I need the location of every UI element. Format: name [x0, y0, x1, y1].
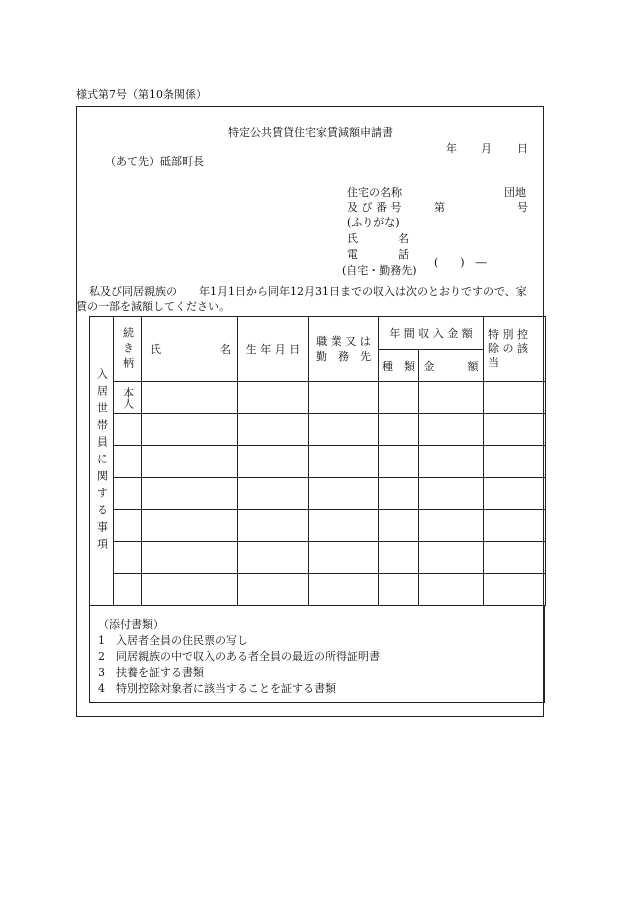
- kind-cell[interactable]: [379, 478, 419, 510]
- household-table: [89, 316, 546, 606]
- document-title: 特定公共賃貸住宅家賃減額申請書: [228, 126, 393, 139]
- date-day: 日: [517, 142, 528, 155]
- birth-cell[interactable]: [238, 414, 309, 446]
- amount-cell[interactable]: [419, 510, 484, 542]
- statement-line-2: 賃の一部を減額してください。: [76, 300, 230, 313]
- relation-cell[interactable]: [114, 414, 142, 446]
- birth-cell[interactable]: [238, 510, 309, 542]
- job-cell[interactable]: [309, 574, 379, 606]
- name-label-second: 名: [398, 232, 409, 245]
- birth-cell[interactable]: [238, 382, 309, 414]
- number-label: 及 び 番 号: [347, 201, 402, 214]
- date-month: 月: [481, 142, 492, 155]
- name-header-first: 氏: [150, 343, 161, 356]
- special-deduction-header: 特 別 控 除 の 該 当: [484, 317, 546, 382]
- special-cell[interactable]: [484, 414, 546, 446]
- date-year: 年: [446, 142, 457, 155]
- amount-cell[interactable]: [419, 414, 484, 446]
- job-cell[interactable]: [309, 542, 379, 574]
- name-header-second: 名: [220, 343, 231, 356]
- job-cell[interactable]: [309, 446, 379, 478]
- job-cell[interactable]: [309, 414, 379, 446]
- furigana-label: (ふりがな): [347, 216, 400, 229]
- job-cell[interactable]: [309, 382, 379, 414]
- job-cell[interactable]: [309, 510, 379, 542]
- amount-cell[interactable]: [419, 382, 484, 414]
- phone-format: ( ) ―: [434, 256, 487, 269]
- table-row: [90, 574, 546, 606]
- birth-cell[interactable]: [238, 574, 309, 606]
- name-cell[interactable]: [142, 478, 238, 510]
- name-cell[interactable]: [142, 510, 238, 542]
- side-header-cell: [90, 317, 114, 606]
- amount-header: 金 額: [419, 350, 484, 382]
- name-cell[interactable]: [142, 382, 238, 414]
- table-row: [90, 414, 546, 446]
- table-row: [90, 446, 546, 478]
- kind-cell[interactable]: [379, 510, 419, 542]
- attachments-heading: （添付書類）: [98, 618, 164, 631]
- birth-cell[interactable]: [238, 542, 309, 574]
- form-label: 様式第7号（第10条関係）: [76, 88, 207, 101]
- special-cell[interactable]: [484, 510, 546, 542]
- housing-name-suffix: 団地: [504, 186, 526, 199]
- job-cell[interactable]: [309, 478, 379, 510]
- number-prefix: 第: [434, 201, 445, 214]
- special-cell[interactable]: [484, 542, 546, 574]
- amount-cell[interactable]: [419, 446, 484, 478]
- relation-cell[interactable]: [114, 382, 142, 414]
- relation-cell[interactable]: [114, 510, 142, 542]
- attachment-item: 1 入居者全員の住民票の写し: [98, 634, 248, 647]
- table-row: [90, 478, 546, 510]
- first-row-relation: 本人: [121, 386, 135, 409]
- table-row: [90, 510, 546, 542]
- relation-cell[interactable]: [114, 478, 142, 510]
- attachment-item: 3 扶養を証する書類: [98, 666, 204, 679]
- relation-cell[interactable]: [114, 446, 142, 478]
- kind-cell[interactable]: [379, 414, 419, 446]
- attachments-box: [89, 606, 545, 703]
- kind-cell[interactable]: [379, 382, 419, 414]
- kind-cell[interactable]: [379, 446, 419, 478]
- amount-cell[interactable]: [419, 542, 484, 574]
- table-row: [90, 542, 546, 574]
- kind-cell[interactable]: [379, 542, 419, 574]
- birth-header: 生 年 月 日: [238, 317, 309, 382]
- relation-cell[interactable]: [114, 542, 142, 574]
- amount-cell[interactable]: [419, 574, 484, 606]
- table-row: [90, 382, 546, 414]
- side-header: 入居世帯員に関する事項: [95, 367, 109, 555]
- name-cell[interactable]: [142, 446, 238, 478]
- relation-header-cell: [114, 317, 142, 382]
- name-header-cell: [142, 317, 238, 382]
- name-cell[interactable]: [142, 414, 238, 446]
- name-cell[interactable]: [142, 542, 238, 574]
- income-header: 年 間 収 入 金 額: [379, 317, 484, 350]
- name-label-first: 氏: [347, 232, 358, 245]
- birth-cell[interactable]: [238, 446, 309, 478]
- special-cell[interactable]: [484, 382, 546, 414]
- relation-header: 続き柄: [121, 326, 135, 372]
- special-cell[interactable]: [484, 574, 546, 606]
- name-cell[interactable]: [142, 574, 238, 606]
- special-cell[interactable]: [484, 478, 546, 510]
- attachment-item: 4 特別控除対象者に該当することを証する書類: [98, 682, 336, 695]
- phone-label-second: 話: [398, 248, 409, 261]
- phone-note: (自宅・勤務先): [342, 264, 417, 277]
- birth-cell[interactable]: [238, 478, 309, 510]
- kind-cell[interactable]: [379, 574, 419, 606]
- phone-label-first: 電: [347, 248, 358, 261]
- job-header: 職 業 又 は 勤 務 先: [309, 317, 379, 382]
- special-cell[interactable]: [484, 446, 546, 478]
- statement-line-1: 私及び同居親族の 年1月1日から同年12月31日までの収入は次のとおりですので、家: [89, 285, 527, 298]
- number-suffix: 号: [517, 201, 528, 214]
- kind-header: 種 類: [379, 350, 419, 382]
- addressee: （あて先）砥部町長: [105, 155, 204, 168]
- attachment-item: 2 同居親族の中で収入のある者全員の最近の所得証明書: [98, 650, 380, 663]
- relation-cell[interactable]: [114, 574, 142, 606]
- amount-cell[interactable]: [419, 478, 484, 510]
- housing-name-label: 住宅の名称: [347, 186, 402, 199]
